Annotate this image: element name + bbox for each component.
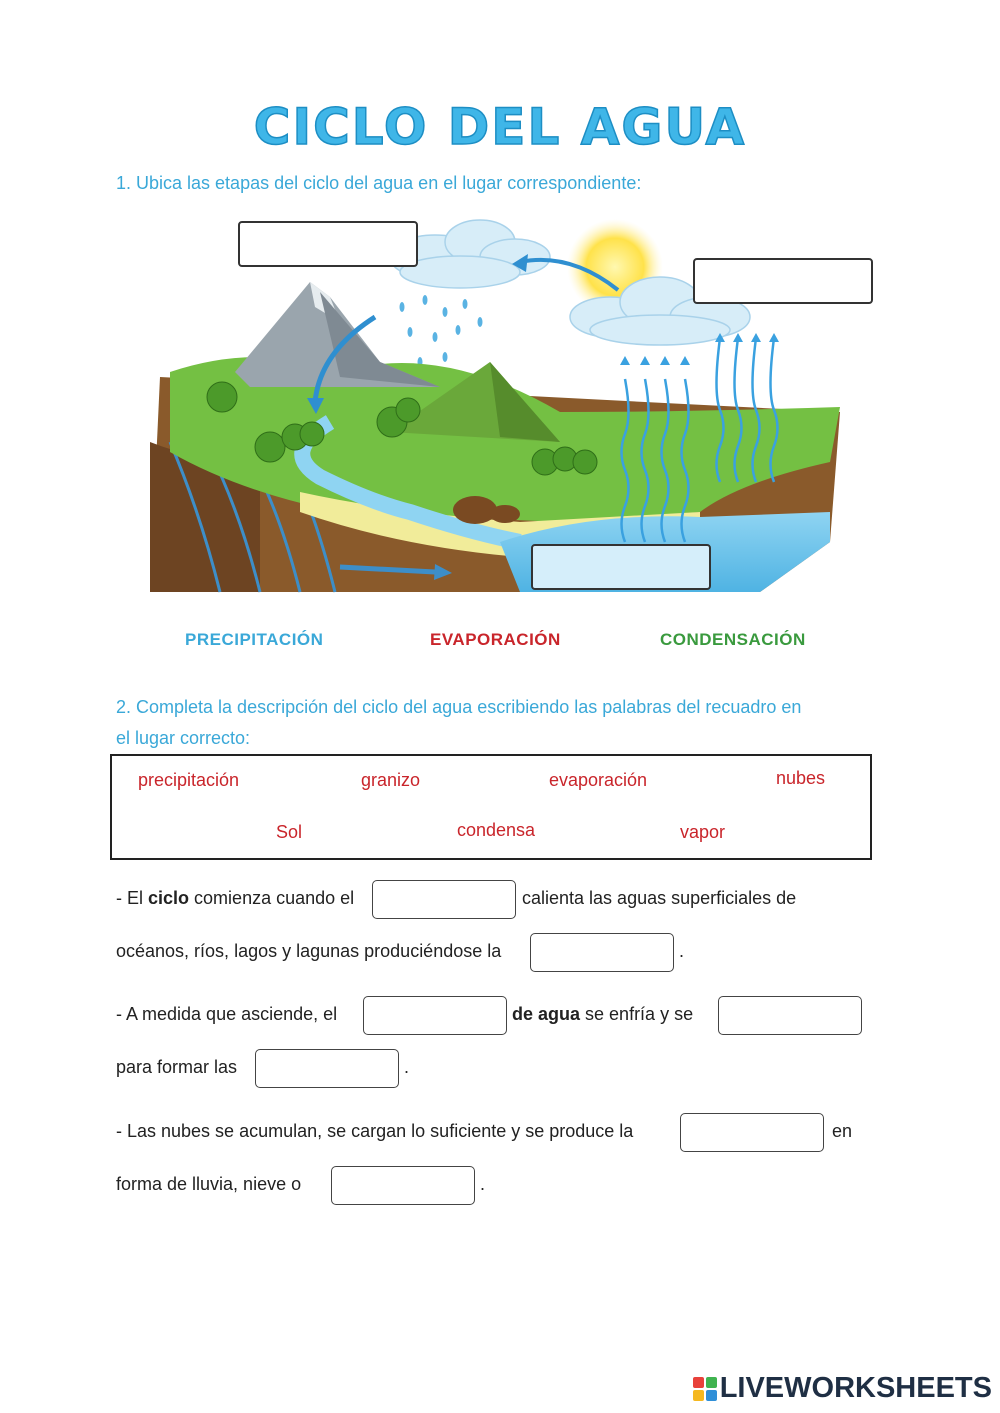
exercise2-instruction-line1: 2. Completa la descripción del ciclo del agua escribiendo las palabras del recuadro en <box>116 697 802 717</box>
option-condensation[interactable]: CONDENSACIÓN <box>660 630 806 649</box>
answer-input-precipitacion[interactable] <box>680 1113 824 1152</box>
sentence1-start: - El ciclo comienza cuando el <box>116 888 355 908</box>
exercise1-instruction: 1. Ubica las etapas del ciclo del agua en el lugar correspondiente: <box>116 173 642 193</box>
page-title: CICLO DEL AGUA <box>253 98 747 156</box>
word-bank-item: vapor <box>680 822 726 842</box>
sentence2-period: . <box>404 1057 410 1077</box>
liveworksheets-logo <box>693 1372 992 1405</box>
sentence1-period: . <box>679 941 685 961</box>
answer-input-sol[interactable] <box>372 880 516 919</box>
word-bank-item: granizo <box>361 770 421 790</box>
drop-target-evaporation[interactable] <box>531 544 711 590</box>
answer-input-evaporacion[interactable] <box>530 933 674 972</box>
sentence3-continued: forma de lluvia, nieve o <box>116 1174 302 1194</box>
exercise2-instruction-line2: el lugar correcto: <box>116 728 251 748</box>
sentence3-period: . <box>480 1174 486 1194</box>
option-precipitation[interactable]: PRECIPITACIÓN <box>185 630 324 649</box>
answer-input-condensa[interactable] <box>718 996 862 1035</box>
rain-drops-icon <box>400 295 483 367</box>
logo-icon <box>693 1377 717 1401</box>
word-bank-item: Sol <box>276 822 303 842</box>
answer-input-nubes[interactable] <box>255 1049 399 1088</box>
word-bank-item: precipitación <box>138 770 240 790</box>
logo-text: LIVEWORKSHEETS <box>719 1372 992 1404</box>
answer-input-vapor[interactable] <box>363 996 507 1035</box>
sentence2-middle: de agua se enfría y se <box>512 1004 694 1024</box>
word-bank-item: evaporación <box>549 770 648 790</box>
sentence3-middle: en <box>832 1121 853 1141</box>
sentence2-continued: para formar las <box>116 1057 238 1077</box>
word-bank-item: nubes <box>776 768 826 788</box>
sentence1-middle: calienta las aguas superficiales de <box>522 888 797 908</box>
drop-target-condensation[interactable] <box>693 258 873 304</box>
drop-target-precipitation[interactable] <box>238 221 418 267</box>
option-evaporation[interactable]: EVAPORACIÓN <box>430 630 561 649</box>
sentence3-start: - Las nubes se acumulan, se cargan lo suficiente y se produce la <box>116 1121 634 1141</box>
word-bank-item: condensa <box>457 820 536 840</box>
sentence1-continued: océanos, ríos, lagos y lagunas produciéndose la <box>116 941 502 961</box>
answer-input-granizo[interactable] <box>331 1166 475 1205</box>
sentence2-start: - A medida que asciende, el <box>116 1004 338 1024</box>
word-bank <box>110 754 872 860</box>
